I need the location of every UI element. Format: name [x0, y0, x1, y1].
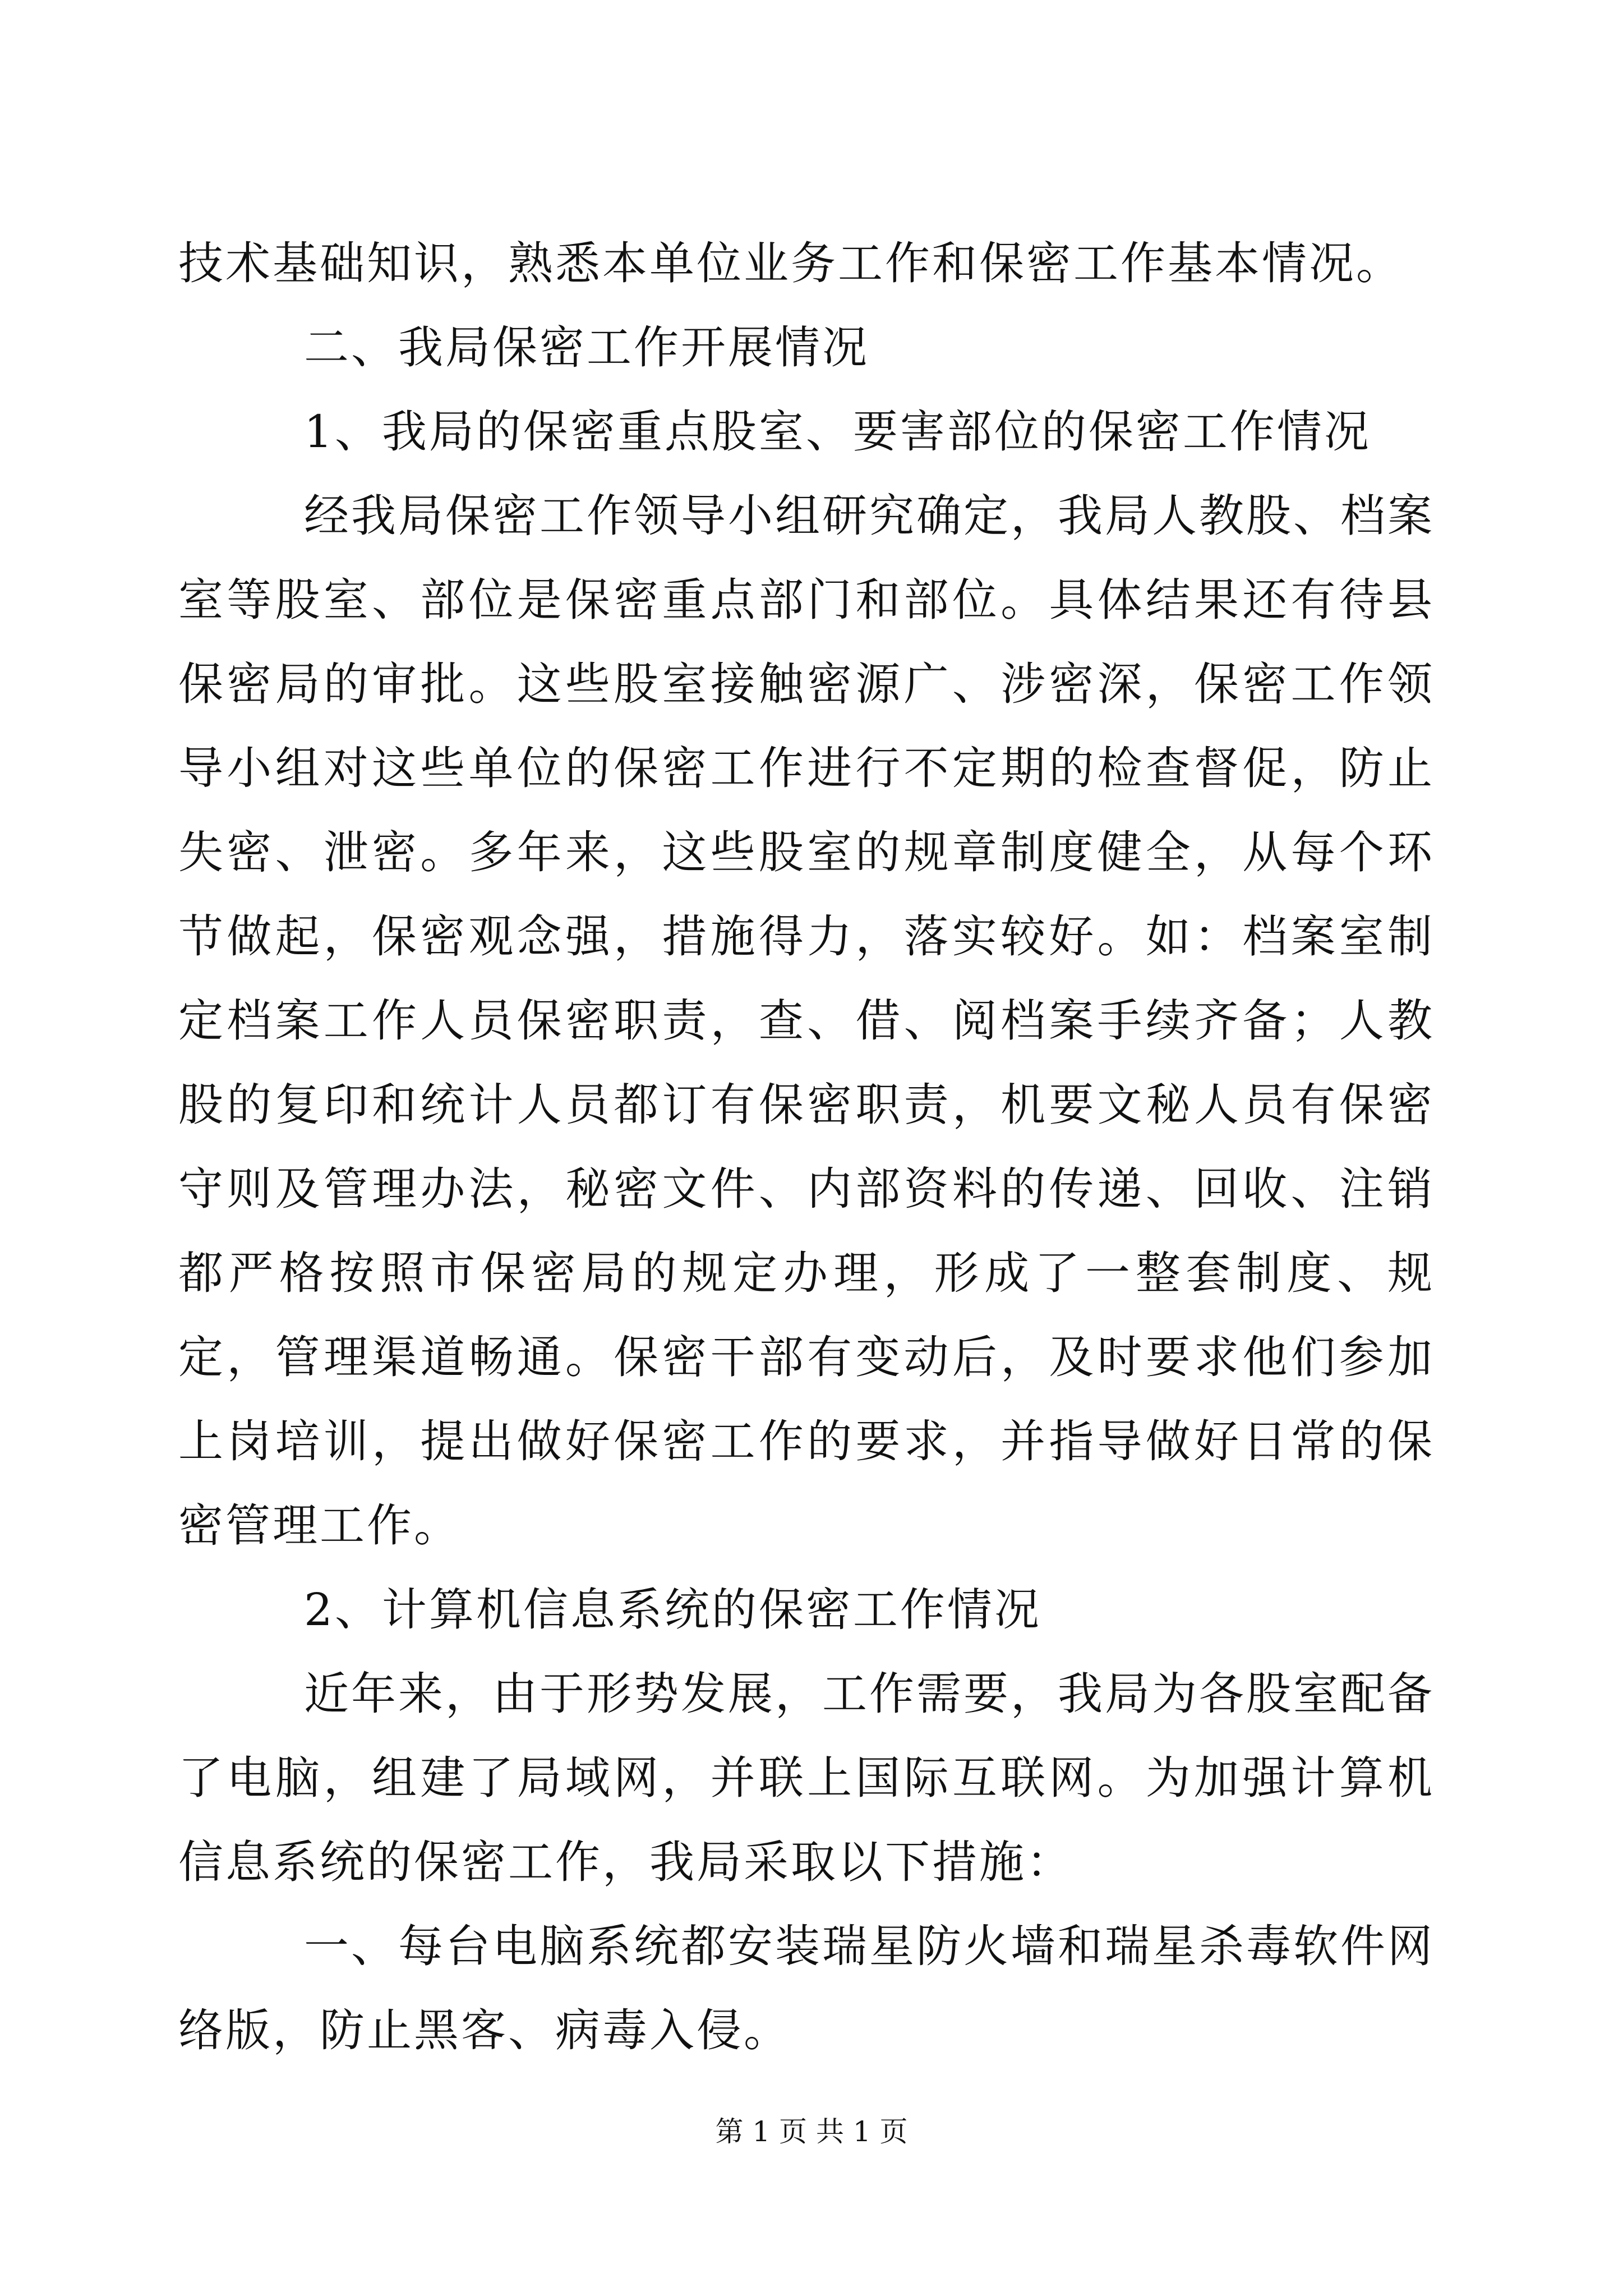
subsection-heading-1: 1、我局的保密重点股室、要害部位的保密工作情况: [304, 406, 1371, 458]
page-footer: 第 1 页 共 1 页: [715, 2115, 908, 2148]
subsection-heading-2: 2、计算机信息系统的保密工作情况: [304, 1584, 1041, 1636]
section-heading-2: 二、我局保密工作开展情况: [304, 321, 869, 374]
paragraph-computer-systems: 近年来，由于形势发展，工作需要，我局为各股室配备了电脑，组建了局域网，并联上国际互联网。为加强计算机信息系统的保密工作，我局采取以下措施：: [178, 1668, 1435, 1888]
document-body: [178, 222, 1435, 2073]
paragraph-continuation: 技术基础知识，熟悉本单位业务工作和保密工作基本情况。: [178, 237, 1403, 289]
paragraph-measure-1: 一、每台电脑系统都安装瑞星防火墙和瑞星杀毒软件网络版，防止黑客、病毒入侵。: [178, 1920, 1435, 2056]
paragraph-key-departments: 经我局保密工作领导小组研究确定，我局人教股、档案室等股室、部位是保密重点部门和部位。具体结果还有待县保密局的审批。这些股室接触密源广、涉密深，保密工作领导小组对这些单位的保密工作进行不定期的检查督促，防止失密、泄密。多年来，这些股室的规章制度健全，从每个环节做起，保密观念强，措施得力，落实较好。如：档案室制定档案工作人员保密职责，查、借、阅档案手续齐备；人教股的复印和统计人员都订有保密职责，机要文秘人员有保密守则及管理办法，秘密文件、内部资料的传递、回收、注销都严格按照市保密局的规定办理，形成了一整套制度、规定，管理渠道畅通。保密干部有变动后，及时要求他们参加上岗培训，提出做好保密工作的要求，并指导做好日常的保密管理工作。: [178, 490, 1435, 1552]
